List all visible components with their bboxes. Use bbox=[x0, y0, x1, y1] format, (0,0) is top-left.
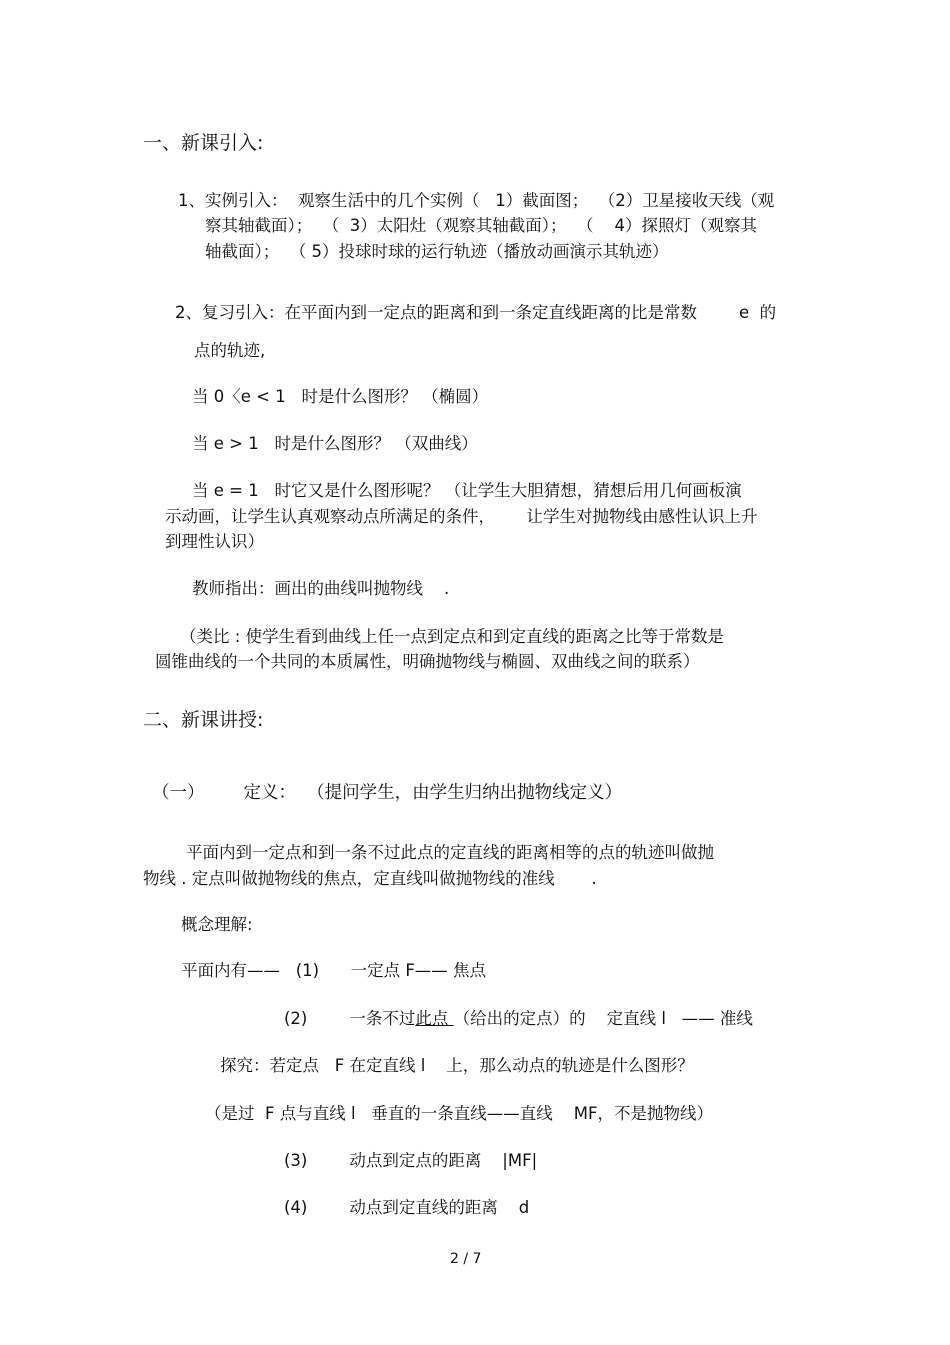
case-hyperbola: 当 e > 1 时是什么图形？ （双曲线） bbox=[192, 434, 478, 453]
intro-item2-line2: 点的轨迹, bbox=[194, 341, 266, 360]
concept-point3: (3) 动点到定点的距离 |MF| bbox=[284, 1151, 538, 1170]
concept-label: 概念理解: bbox=[181, 915, 253, 934]
intro-item1-line3: 轴截面）； （ 5）投球时球的运行轨迹（播放动画演示其轨迹） bbox=[205, 242, 669, 261]
explore-answer: （是过 F 点与直线 l 垂直的一条直线——直线 MF，不是抛物线） bbox=[205, 1104, 713, 1123]
intro-item1-line1: 1、实例引入： 观察生活中的几个实例（ 1）截面图； （2）卫星接收天线（观 bbox=[178, 191, 775, 210]
teacher-note: 教师指出：画出的曲线叫抛物线 . bbox=[192, 579, 450, 598]
concept-point2 bbox=[284, 1009, 753, 1029]
concept-point2-underlined: 此点 bbox=[415, 1009, 454, 1028]
concept-point4: (4) 动点到定直线的距离 d bbox=[284, 1198, 530, 1217]
concept-point1: 平面内有—— (1) 一定点 F—— 焦点 bbox=[181, 961, 487, 980]
definition-line2: 物线 . 定点叫做抛物线的焦点，定直线叫做抛物线的准线 . bbox=[143, 869, 597, 888]
concept-point2-a: (2) 一条不过 bbox=[284, 1009, 416, 1028]
analogy-line2: 圆锥曲线的一个共同的本质属性，明确抛物线与椭圆、双曲线之间的联系） bbox=[155, 652, 700, 671]
intro-item2-line1: 2、复习引入：在平面内到一定点的距离和到一条定直线距离的比是常数 e 的 bbox=[175, 303, 777, 322]
intro-item1-line2: 察其轴截面）； （ 3）太阳灶（观察其轴截面）； （ 4）探照灯（观察其 bbox=[205, 216, 757, 235]
case-ellipse: 当 0〈e < 1 时是什么图形？ （椭圆） bbox=[192, 387, 489, 406]
case-parabola-line1: 当 e = 1 时它又是什么图形呢？ （让学生大胆猜想，猜想后用几何画板演 bbox=[192, 481, 742, 500]
page-number: 2 / 7 bbox=[450, 1251, 482, 1267]
analogy-line1: （类比 : 使学生看到曲线上任一点到定点和到定直线的距离之比等于常数是 bbox=[180, 627, 725, 646]
section-heading-intro: 一、新课引入: bbox=[143, 132, 264, 154]
section-heading-lecture: 二、新课讲授: bbox=[143, 709, 264, 731]
definition-line1: 平面内到一定点和到一条不过此点的定直线的距离相等的点的轨迹叫做抛 bbox=[186, 843, 714, 862]
case-parabola-line2: 示动画，让学生认真观察动点所满足的条件， 让学生对抛物线由感性认识上升 bbox=[165, 507, 758, 526]
explore-question: 探究：若定点 F 在定直线 l 上，那么动点的轨迹是什么图形？ bbox=[220, 1056, 694, 1075]
concept-point2-b: （给出的定点）的 定直线 l —— 准线 bbox=[453, 1009, 753, 1028]
case-parabola-line3: 到理性认识） bbox=[165, 532, 264, 551]
definition-title: （一） 定义： （提问学生，由学生归纳出抛物线定义） bbox=[152, 783, 623, 803]
